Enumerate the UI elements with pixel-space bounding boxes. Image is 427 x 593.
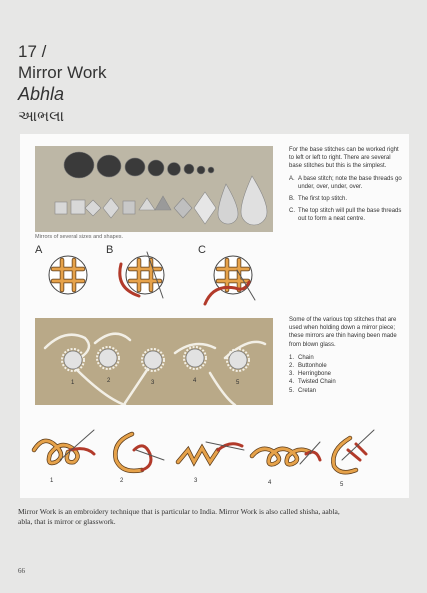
- top-stitches-intro: Some of the various top stitches that are used when holding down a mirror piece; these mirrors are thin having been made from blown glass.: [289, 317, 397, 348]
- photo-label-5: 5: [236, 380, 240, 386]
- diagram-number-5: 5: [340, 482, 344, 488]
- list-item: 4. Twisted Chain: [289, 379, 336, 386]
- diagram-number-4: 4: [268, 480, 272, 486]
- diagram-c: [205, 256, 255, 304]
- photo-label-2: 2: [107, 378, 111, 384]
- diagram-b: [120, 252, 164, 298]
- list-item: 5. Cretan: [289, 387, 317, 394]
- photo-label-3: 3: [151, 380, 155, 386]
- diagram-number-2: 2: [120, 478, 124, 484]
- base-stitches-text: [289, 146, 403, 224]
- photo-label-4: 4: [193, 378, 197, 384]
- page-number: 66: [18, 567, 25, 575]
- diagram-label-a: A: [35, 244, 43, 256]
- diagram-number-1: 1: [50, 478, 54, 484]
- mirrors-illustration: [35, 146, 273, 232]
- diagram-herringbone: [178, 442, 244, 462]
- mirrors-caption: Mirrors of several sizes and shapes.: [35, 234, 124, 240]
- page-title-italic: Abhla: [18, 84, 65, 104]
- body-paragraph: Mirror Work is an embroidery technique that is particular to India. Mirror Work is also called shisha, aabla, abla, that is mirror or glasswork.: [18, 507, 340, 526]
- top-stitch-diagrams: [30, 420, 380, 486]
- base-stitches-list: [289, 175, 403, 224]
- photo-label-1: 1: [71, 380, 75, 386]
- diagram-label-b: B: [106, 244, 114, 256]
- list-item: 1. Chain: [289, 354, 314, 361]
- stitched-mirrors-photo: [35, 318, 273, 405]
- diagram-buttonhole: [115, 434, 164, 471]
- diagram-twisted-chain: [252, 442, 320, 464]
- top-stitches-text: [289, 316, 403, 395]
- diagram-cretan: [333, 430, 374, 472]
- base-stitches-intro: For the base stitches can be worked right to left or left to right. There are several base stitches but this is the simplest.: [289, 147, 399, 170]
- stitched-mirrors-illustration: [35, 318, 273, 405]
- diagram-label-c: C: [198, 244, 206, 256]
- mirrors-photo: [35, 146, 273, 232]
- list-item: C. The top stitch will pull the base threads out to form a neat centre.: [289, 208, 402, 223]
- top-stitches-list: [289, 354, 403, 395]
- list-item: A. A base stitch; note the base threads go under, over, under, over.: [289, 175, 402, 190]
- list-item: 3. Herringbone: [289, 371, 332, 378]
- diagram-a: [49, 256, 87, 294]
- diagram-number-3: 3: [194, 478, 198, 484]
- page-title-gujarati: આભલા: [18, 108, 65, 125]
- diagram-chain: [34, 430, 94, 463]
- section-number: 17 /: [18, 42, 47, 61]
- page-title: Mirror Work: [18, 63, 107, 82]
- list-item: B. The first top stitch.: [289, 196, 348, 203]
- base-stitch-diagrams: [35, 244, 275, 308]
- list-item: 2. Buttonhole: [289, 363, 327, 370]
